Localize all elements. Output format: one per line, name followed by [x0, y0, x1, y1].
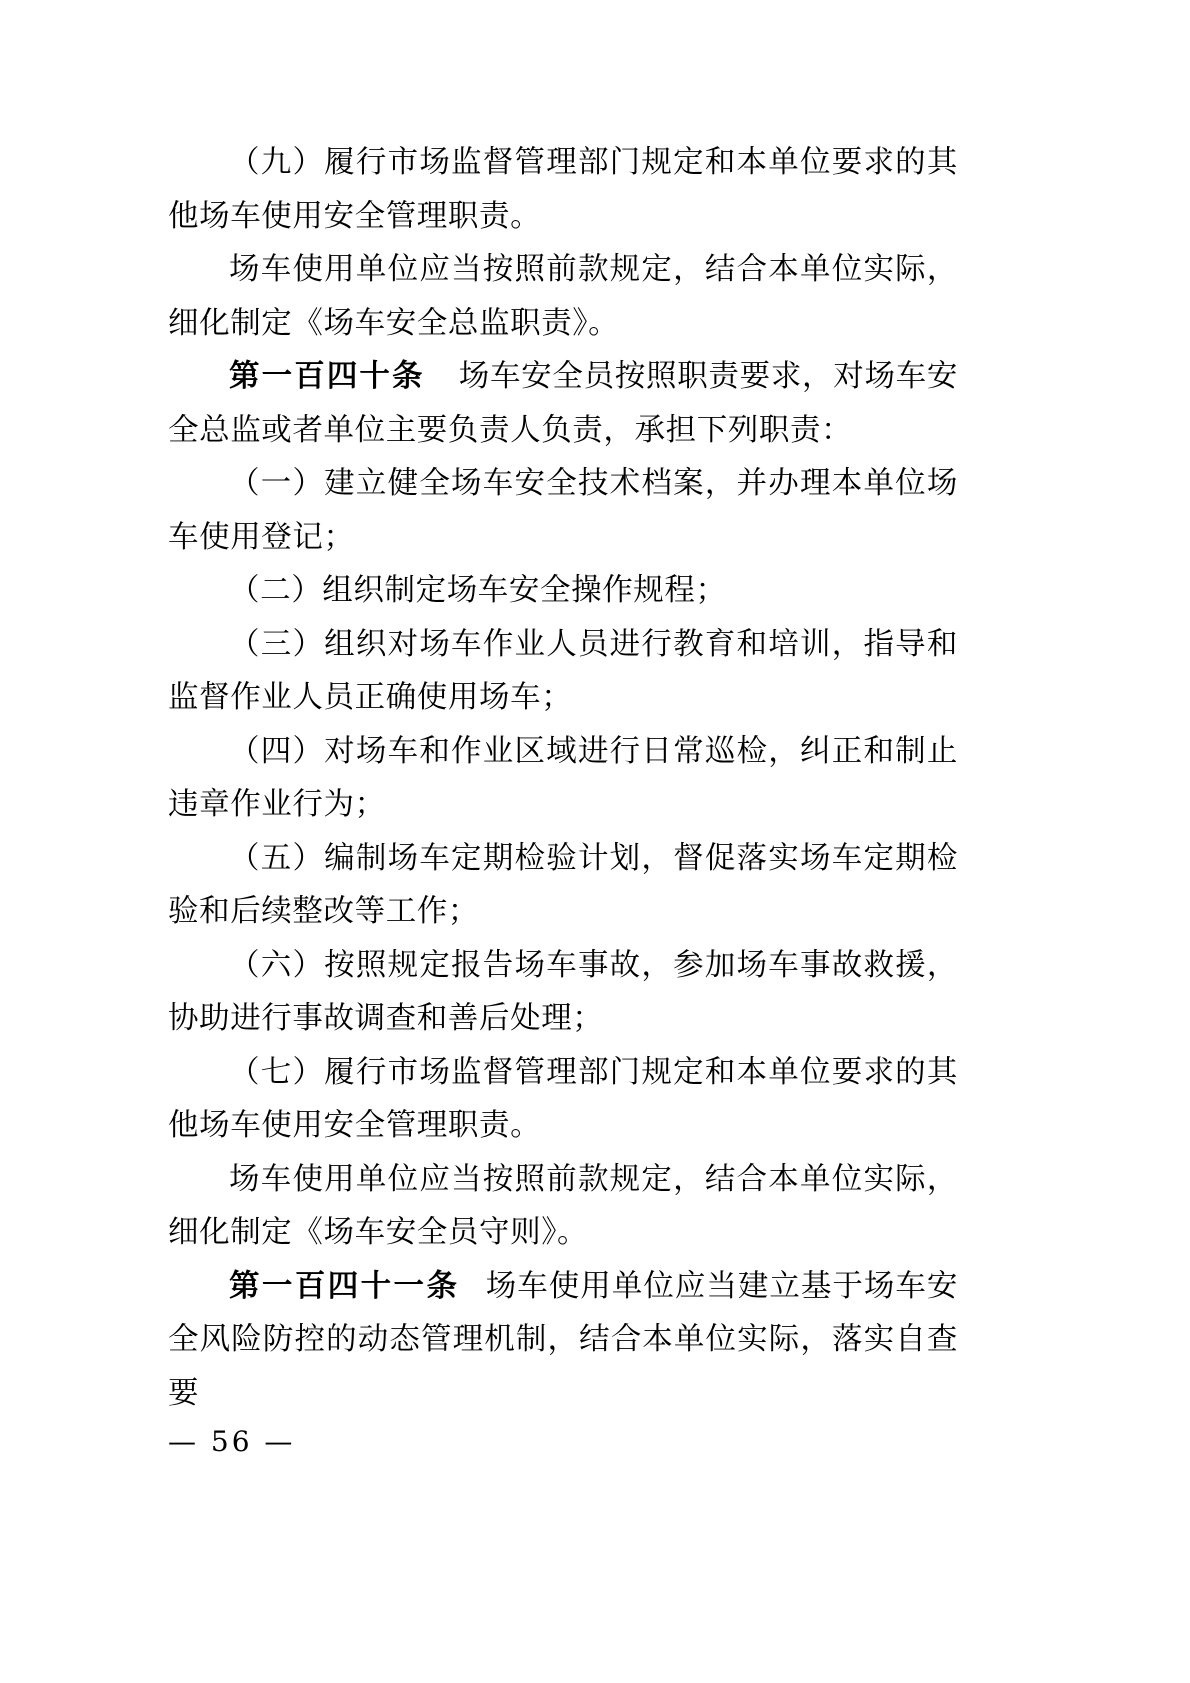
article-141-heading: 第一百四十一条 — [229, 1267, 460, 1304]
article-140-text: 场车安全员按照职责要求，对场车安全总监或者单位主要负责人负责，承担下列职责： — [168, 359, 958, 448]
article-141-text: 场车使用单位应当建立基于场车安全风险防控的动态管理机制，结合本单位实际，落实自查要 — [168, 1268, 959, 1411]
paragraph-item-2: （二）组织制定场车安全操作规程； — [229, 573, 727, 608]
paragraph-item-7: （七）履行市场监督管理部门规定和本单位要求的其他场车使用安全管理职责。 — [168, 1054, 958, 1143]
article-140-heading: 第一百四十条 — [229, 358, 425, 394]
article-141 — [168, 1260, 958, 1421]
paragraph-item-6: （六）按照规定报告场车事故，参加场车事故救援，协助进行事故调查和善后处理； — [168, 947, 958, 1036]
paragraph-item-3: （三）组织对场车作业人员进行教育和培训，指导和监督作业人员正确使用场车； — [168, 626, 958, 715]
paragraph-item-4: （四）对场车和作业区域进行日常巡检，纠正和制止违章作业行为； — [168, 733, 958, 822]
document-body — [168, 136, 958, 1420]
paragraph-item-5: （五）编制场车定期检验计划，督促落实场车定期检验和后续整改等工作； — [168, 840, 958, 929]
paragraph-item-9: （九）履行市场监督管理部门规定和本单位要求的其他场车使用安全管理职责。 — [168, 145, 958, 234]
paragraph-safety-officer-rules: 场车使用单位应当按照前款规定，结合本单位实际，细化制定《场车安全员守则》。 — [168, 1161, 958, 1250]
page-number: — 56 — — [168, 1425, 296, 1458]
paragraph-safety-director-rules: 场车使用单位应当按照前款规定，结合本单位实际，细化制定《场车安全总监职责》。 — [168, 252, 958, 341]
paragraph-item-1: （一）建立健全场车安全技术档案，并办理本单位场车使用登记； — [168, 466, 958, 555]
article-140 — [168, 350, 958, 457]
